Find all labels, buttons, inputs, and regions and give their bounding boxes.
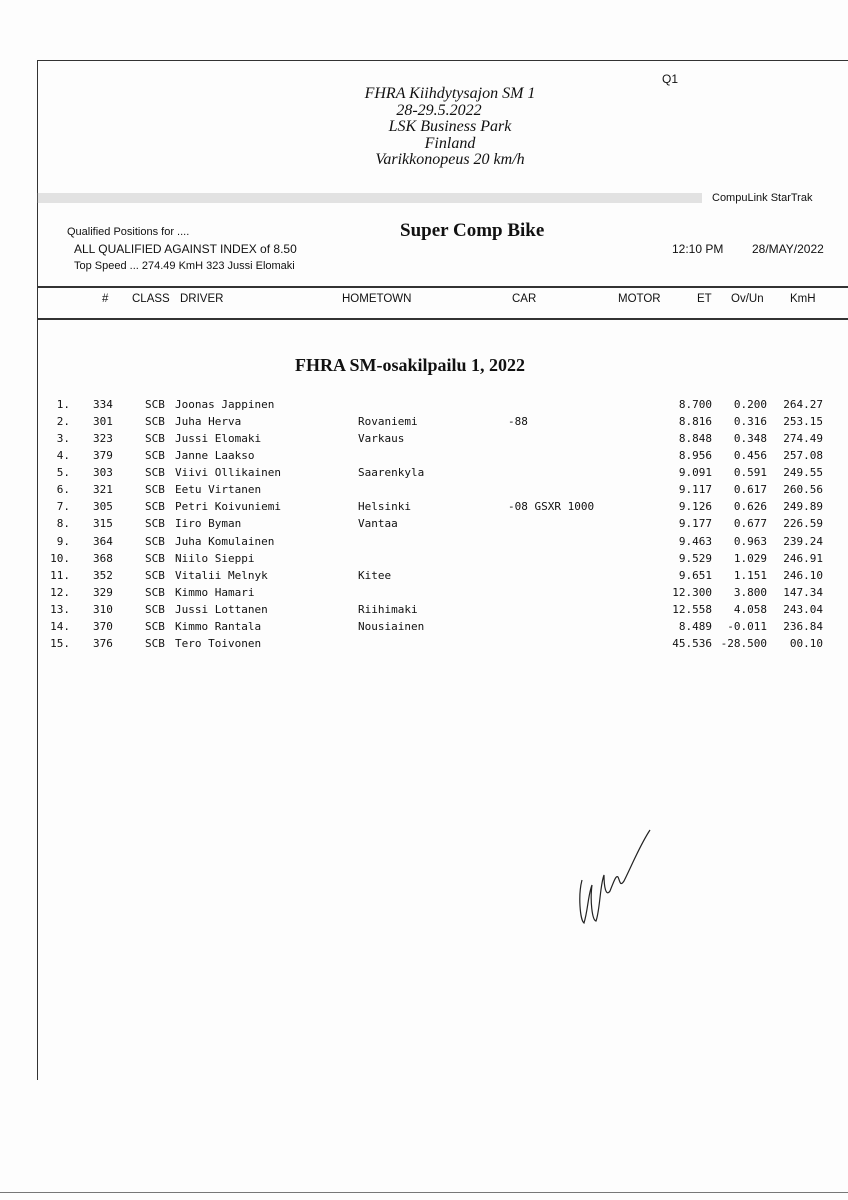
speed-kmh: 246.91 (783, 551, 823, 565)
event-country: Finland (424, 134, 476, 152)
table-row (0, 398, 848, 415)
column-header-divider (37, 318, 848, 320)
bottom-edge (0, 1192, 848, 1193)
col-hometown: HOMETOWN (342, 293, 412, 305)
row-position: 6. (56, 483, 70, 497)
row-position: 7. (56, 500, 70, 514)
speed-kmh: 274.49 (783, 432, 823, 446)
section-title: FHRA SM-osakilpailu 1, 2022 (295, 355, 526, 375)
driver-name: Tero Toivonen (175, 636, 262, 650)
row-position: 4. (56, 449, 70, 463)
over-under: 3.800 (733, 585, 767, 599)
hometown: Rovaniemi (358, 415, 418, 429)
car-number: 305 (93, 500, 113, 514)
event-info (300, 86, 600, 169)
car-number: 321 (93, 483, 113, 497)
row-class: SCB (145, 602, 165, 616)
row-class: SCB (145, 568, 165, 582)
over-under: 0.316 (733, 415, 767, 429)
elapsed-time: 9.463 (678, 534, 712, 548)
hometown: Varkaus (358, 432, 405, 446)
row-class: SCB (145, 432, 165, 446)
speed-kmh: 00.10 (789, 636, 823, 650)
table-row (0, 535, 848, 552)
row-position: 8. (56, 517, 70, 531)
speed-kmh: 260.56 (783, 483, 823, 497)
driver-name: Juha Herva (175, 415, 242, 429)
over-under: 0.963 (733, 534, 767, 548)
speed-kmh: 147.34 (783, 585, 823, 599)
car-number: 329 (93, 585, 113, 599)
row-class: SCB (145, 398, 165, 411)
elapsed-time: 9.651 (678, 568, 712, 582)
driver-name: Vitalii Melnyk (175, 568, 268, 582)
speed-kmh: 249.89 (783, 500, 823, 514)
col-kmh: KmH (790, 293, 816, 305)
speed-kmh: 236.84 (783, 619, 823, 633)
row-position: 9. (56, 534, 70, 548)
driver-name: Eetu Virtanen (175, 483, 262, 497)
row-position: 1. (56, 398, 70, 411)
driver-name: Viivi Ollikainen (175, 466, 281, 480)
over-under: 0.617 (733, 483, 767, 497)
driver-name: Joonas Jappinen (175, 398, 275, 411)
dotted-band (37, 193, 702, 203)
table-row (0, 586, 848, 603)
table-row (0, 552, 848, 569)
over-under: 0.348 (733, 432, 767, 446)
over-under: -0.011 (727, 619, 767, 633)
hometown: Riihimaki (358, 602, 418, 616)
car-number: 310 (93, 602, 113, 616)
row-class: SCB (145, 449, 165, 463)
driver-name: Iiro Byman (175, 517, 242, 531)
over-under: 0.591 (733, 466, 767, 480)
car-number: 334 (93, 398, 113, 411)
row-position: 11. (50, 568, 70, 582)
car: -88 (508, 415, 528, 429)
hometown: Vantaa (358, 517, 398, 531)
elapsed-time: 12.558 (672, 602, 712, 616)
over-under: 0.456 (733, 449, 767, 463)
table-row (0, 500, 848, 517)
row-position: 15. (50, 636, 70, 650)
col-class: CLASS (132, 293, 170, 305)
row-class: SCB (145, 483, 165, 497)
elapsed-time: 9.177 (678, 517, 712, 531)
event-dates: 28-29.5.2022 (396, 101, 482, 119)
row-position: 10. (50, 551, 70, 565)
row-class: SCB (145, 551, 165, 565)
elapsed-time: 12.300 (672, 585, 712, 599)
driver-name: Kimmo Rantala (175, 619, 262, 633)
qualified-label: Qualified Positions for .... (67, 226, 190, 238)
car-number: 323 (93, 432, 113, 446)
row-class: SCB (145, 500, 165, 514)
car-number: 364 (93, 534, 113, 548)
car-number: 352 (93, 568, 113, 582)
car-number: 368 (93, 551, 113, 565)
row-position: 5. (56, 466, 70, 480)
table-row (0, 637, 848, 654)
table-row (0, 483, 848, 500)
car-number: 301 (93, 415, 113, 429)
table-row (0, 603, 848, 620)
top-border (37, 60, 848, 61)
over-under: 0.626 (733, 500, 767, 514)
elapsed-time: 8.848 (678, 432, 712, 446)
row-class: SCB (145, 517, 165, 531)
sheet-code: Q1 (662, 72, 679, 86)
row-position: 12. (50, 585, 70, 599)
speed-kmh: 249.55 (783, 466, 823, 480)
event-venue: LSK Business Park (388, 118, 512, 135)
col-num: # (102, 293, 109, 305)
car-number: 370 (93, 619, 113, 633)
table-row (0, 449, 848, 466)
car-number: 303 (93, 466, 113, 480)
table-row (0, 415, 848, 432)
over-under: 1.029 (733, 551, 767, 565)
table-row (0, 466, 848, 483)
hometown: Helsinki (358, 500, 411, 514)
car-number: 379 (93, 449, 113, 463)
elapsed-time: 9.117 (678, 483, 712, 497)
elapsed-time: 8.489 (678, 619, 712, 633)
over-under: 1.151 (733, 568, 767, 582)
elapsed-time: 9.091 (678, 466, 712, 480)
table-row (0, 517, 848, 534)
col-motor: MOTOR (618, 293, 661, 305)
driver-name: Juha Komulainen (175, 534, 275, 548)
hometown: Saarenkyla (358, 466, 425, 480)
over-under: 4.058 (733, 602, 767, 616)
elapsed-time: 8.700 (678, 398, 712, 411)
elapsed-time: 8.816 (678, 415, 712, 429)
driver-name: Jussi Lottanen (175, 602, 268, 616)
car-number: 315 (93, 517, 113, 531)
driver-name: Janne Laakso (175, 449, 255, 463)
row-position: 13. (50, 602, 70, 616)
speed-kmh: 246.10 (783, 568, 823, 582)
col-et: ET (697, 293, 712, 305)
driver-name: Petri Koivuniemi (175, 500, 281, 514)
speed-kmh: 264.27 (783, 398, 823, 411)
speed-kmh: 239.24 (783, 534, 823, 548)
table-row (0, 432, 848, 449)
row-position: 3. (56, 432, 70, 446)
driver-name: Kimmo Hamari (175, 585, 255, 599)
system-name: CompuLink StarTrak (712, 192, 813, 204)
car-number: 376 (93, 636, 113, 650)
row-position: 2. (56, 415, 70, 429)
driver-name: Jussi Elomaki (175, 432, 262, 446)
report-date: 28/MAY/2022 (752, 242, 824, 256)
class-title: Super Comp Bike (400, 220, 545, 241)
over-under: 0.677 (733, 517, 767, 531)
header-divider (37, 286, 848, 288)
row-class: SCB (145, 415, 165, 429)
row-class: SCB (145, 585, 165, 599)
hometown: Nousiainen (358, 619, 425, 633)
driver-name: Niilo Sieppi (175, 551, 255, 565)
speed-kmh: 226.59 (783, 517, 823, 531)
elapsed-time: 8.956 (678, 449, 712, 463)
row-class: SCB (145, 619, 165, 633)
col-car: CAR (512, 293, 537, 305)
event-title: FHRA Kiihdytysajon SM 1 (364, 85, 536, 102)
table-row (0, 620, 848, 637)
top-speed-line: Top Speed ... 274.49 KmH 323 Jussi Elomaki (74, 260, 295, 272)
table-row (0, 569, 848, 586)
speed-kmh: 253.15 (783, 415, 823, 429)
over-under: -28.500 (720, 636, 767, 650)
col-driver: DRIVER (180, 293, 224, 305)
col-ovun: Ov/Un (731, 293, 764, 305)
event-note: Varikkonopeus 20 km/h (375, 151, 525, 168)
elapsed-time: 45.536 (672, 636, 712, 650)
index-line: ALL QUALIFIED AGAINST INDEX of 8.50 (74, 242, 297, 256)
signature (570, 825, 670, 935)
over-under: 0.200 (733, 398, 767, 411)
speed-kmh: 257.08 (783, 449, 823, 463)
elapsed-time: 9.529 (678, 551, 712, 565)
row-class: SCB (145, 636, 165, 650)
car: -08 GSXR 1000 (508, 500, 595, 514)
elapsed-time: 9.126 (678, 500, 712, 514)
row-class: SCB (145, 466, 165, 480)
hometown: Kitee (358, 568, 392, 582)
speed-kmh: 243.04 (783, 602, 823, 616)
row-position: 14. (50, 619, 70, 633)
report-time: 12:10 PM (672, 242, 724, 256)
row-class: SCB (145, 534, 165, 548)
